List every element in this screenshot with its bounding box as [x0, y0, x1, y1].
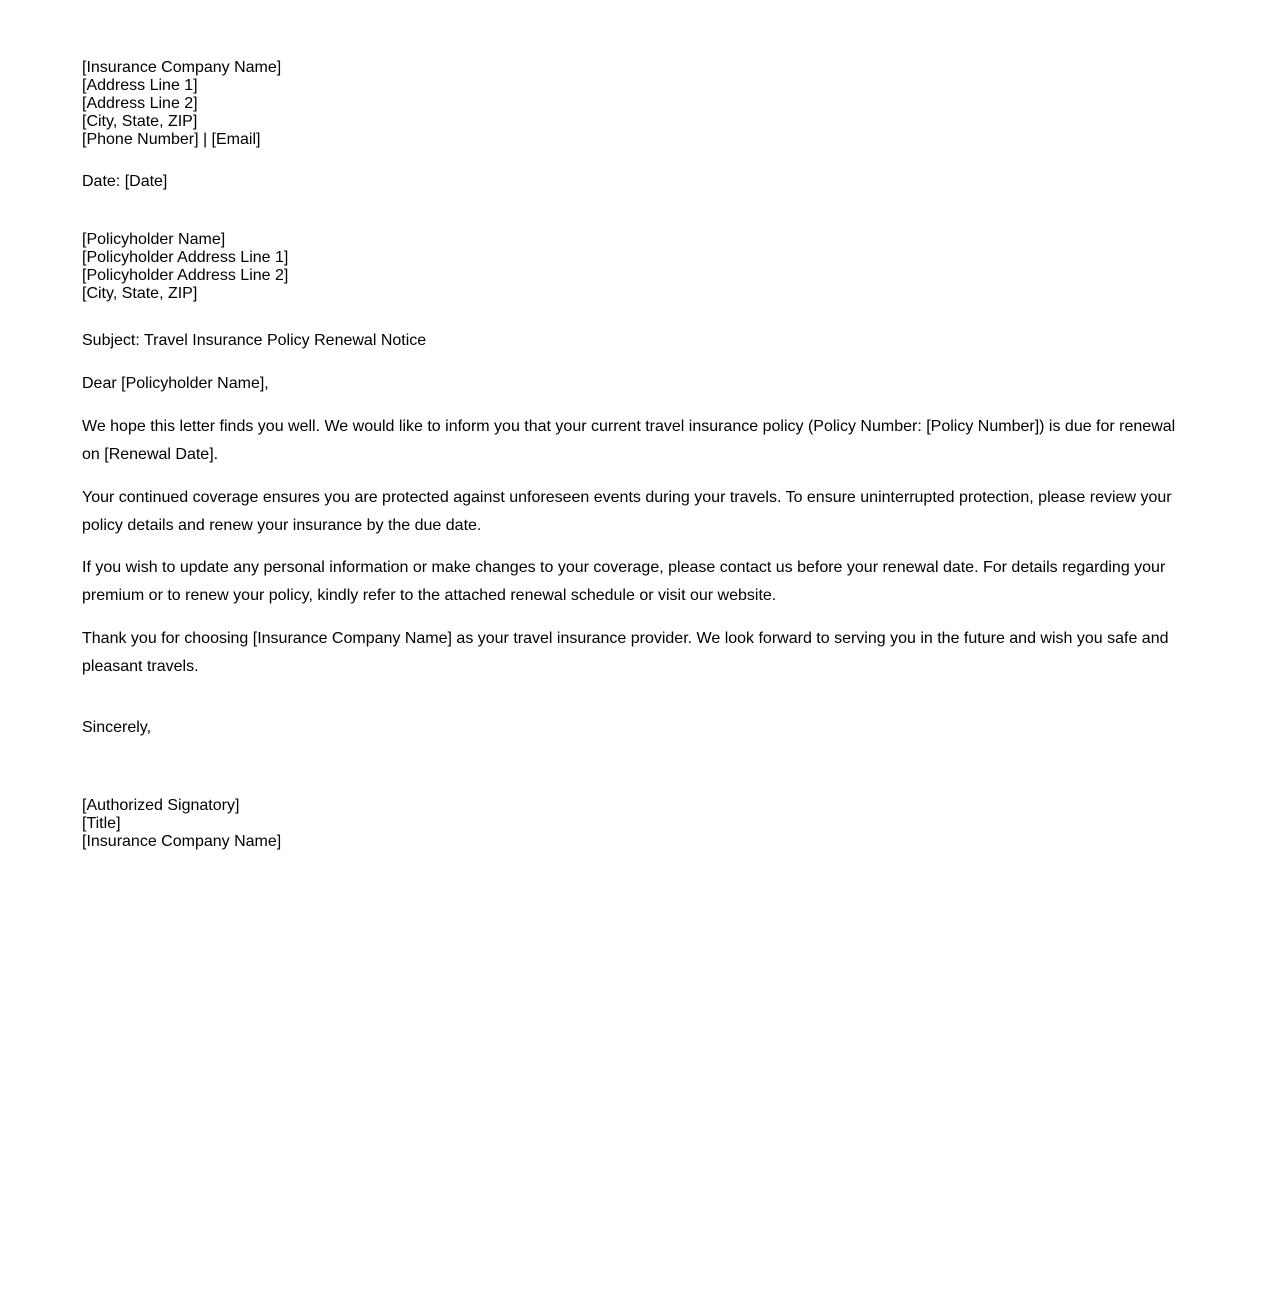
body-paragraph-2: Your continued coverage ensures you are protected against unforeseen events during your travels. To ensure uninterrupted protection, please review your policy details and renew your insurance by the due date.	[82, 489, 1172, 534]
recipient-city-state-zip: [City, State, ZIP]	[82, 285, 198, 302]
sender-address-block	[82, 59, 1184, 149]
sender-address-line-2: [Address Line 2]	[82, 95, 198, 112]
signatory-name: [Authorized Signatory]	[82, 797, 240, 814]
recipient-address-line-2: [Policyholder Address Line 2]	[82, 267, 289, 284]
salutation: Dear [Policyholder Name],	[82, 375, 269, 392]
body-paragraph-1: We hope this letter finds you well. We would like to inform you that your current travel insurance policy (Policy Number: [Policy Number]) is due for renewal on [Renewal Date].	[82, 418, 1176, 463]
subject-line: Subject: Travel Insurance Policy Renewal Notice	[82, 332, 427, 349]
body-paragraph-4: Thank you for choosing [Insurance Company Name] as your travel insurance provider. We look forward to serving you in the future and wish you safe and pleasant travels.	[82, 630, 1169, 675]
recipient-address-block	[82, 231, 1184, 303]
sender-company-name: [Insurance Company Name]	[82, 59, 282, 76]
sender-address-line-1: [Address Line 1]	[82, 77, 198, 94]
signature-block	[82, 797, 1184, 851]
letter-date: Date: [Date]	[82, 173, 168, 190]
signatory-company: [Insurance Company Name]	[82, 833, 282, 850]
closing: Sincerely,	[82, 719, 152, 736]
body-paragraph-3: If you wish to update any personal information or make changes to your coverage, please contact us before your renewal date. For details regarding your premium or to renew your policy, kindly refer to the attached renewal schedule or visit our website.	[82, 559, 1166, 604]
recipient-address-line-1: [Policyholder Address Line 1]	[82, 249, 289, 266]
sender-city-state-zip: [City, State, ZIP]	[82, 113, 198, 130]
signatory-title: [Title]	[82, 815, 121, 832]
recipient-name: [Policyholder Name]	[82, 231, 226, 248]
sender-contact: [Phone Number] | [Email]	[82, 131, 261, 148]
